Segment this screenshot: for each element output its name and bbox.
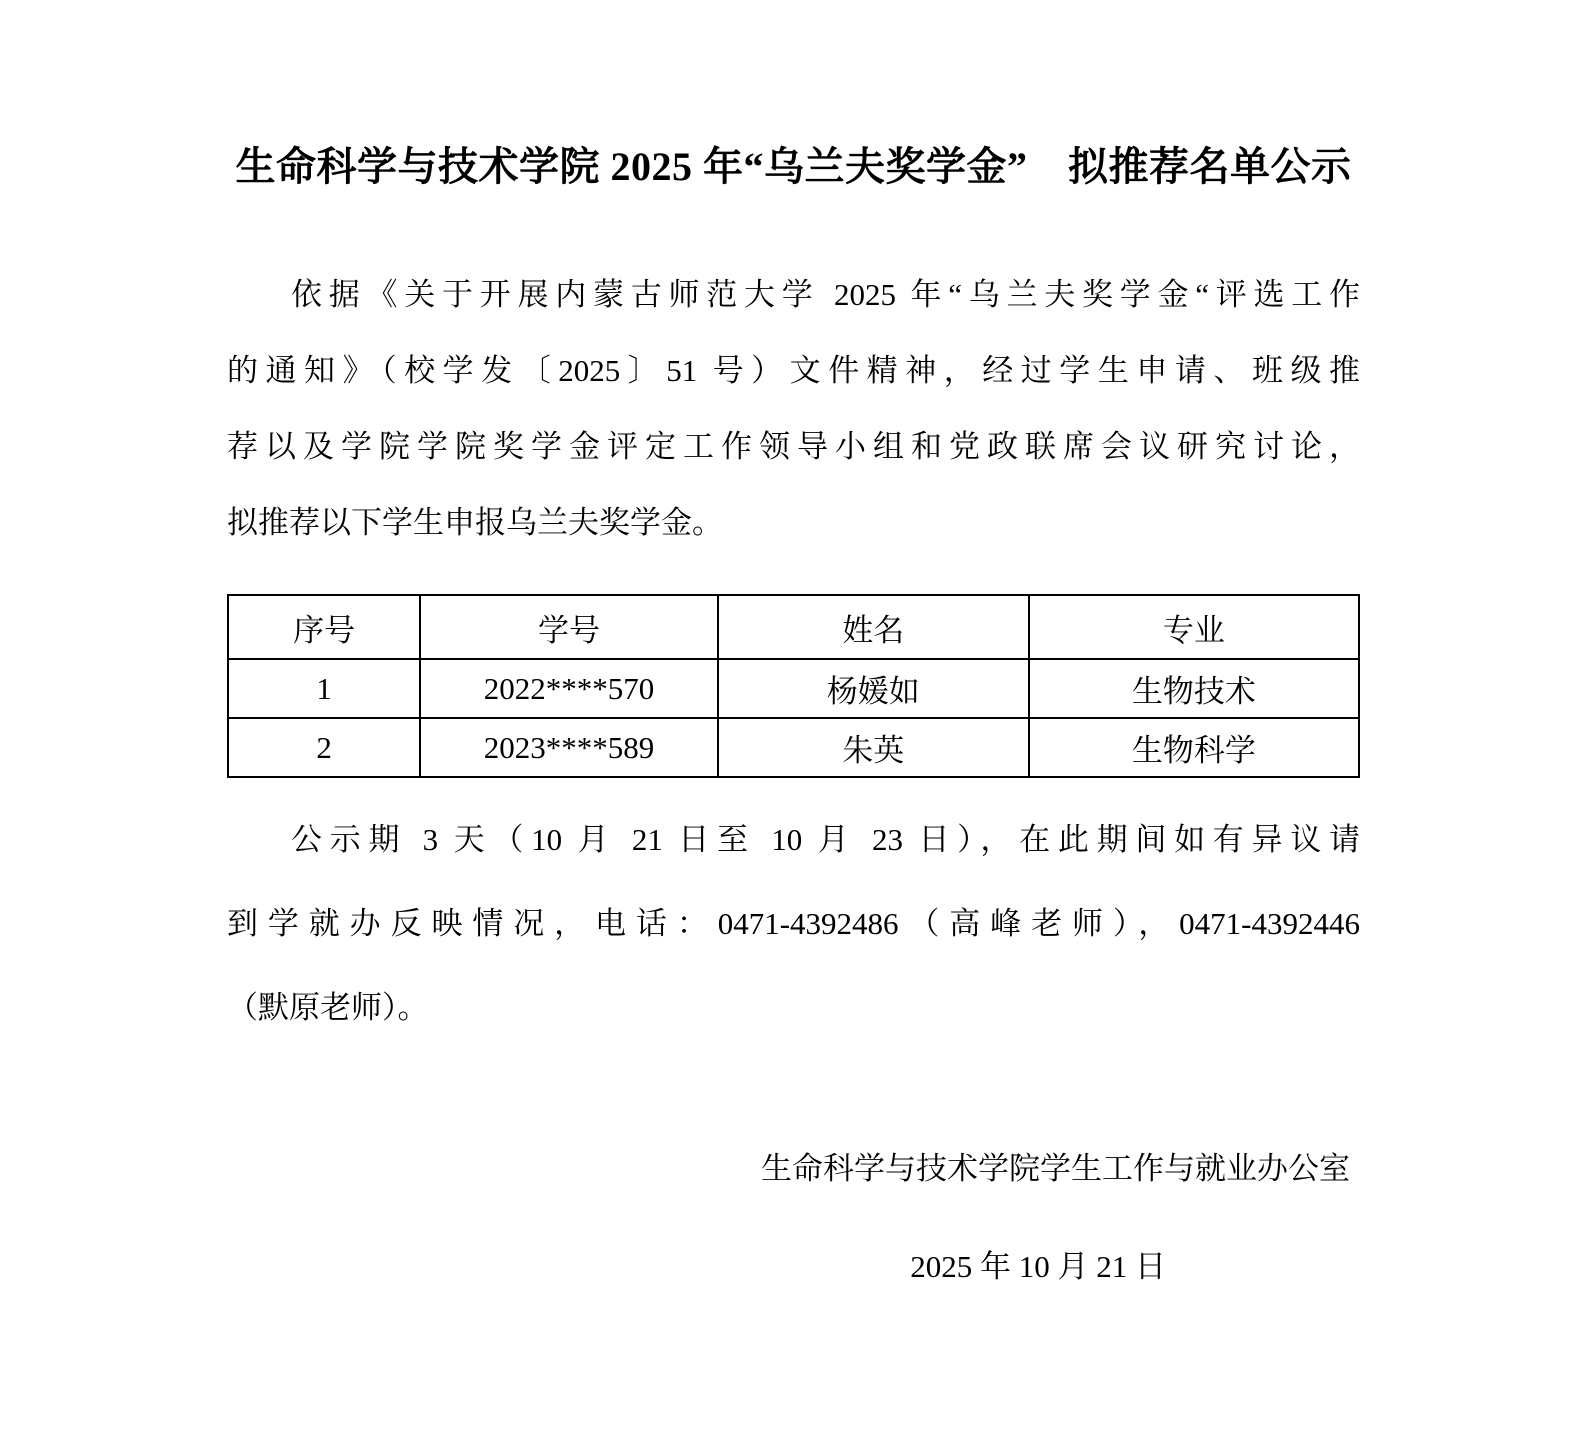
cell-major: 生物技术 — [1029, 659, 1359, 718]
signature-block — [227, 1148, 1360, 1288]
table-row — [228, 718, 1359, 777]
cell-major: 生物科学 — [1029, 718, 1359, 777]
notice-paragraph — [227, 798, 1360, 1050]
header-index: 序号 — [228, 595, 420, 659]
page-title: 生命科学与技术学院 2025 年“乌兰夫奖学金” 拟推荐名单公示 — [235, 144, 1352, 189]
table-row — [228, 659, 1359, 718]
intro-line-4: 拟推荐以下学生申报乌兰夫奖学金。 — [227, 505, 723, 540]
header-student-id: 学号 — [420, 595, 717, 659]
intro-line-3: 荐以及学院学院奖学金评定工作领导小组和党政联席会议研究讨论， — [227, 429, 1360, 464]
intro-line-1: 依据《关于开展内蒙古师范大学 2025 年“乌兰夫奖学金“评选工作 — [291, 277, 1360, 312]
header-name: 姓名 — [718, 595, 1029, 659]
cell-student-id: 2022****570 — [420, 659, 717, 718]
signature-date: 2025 年 10 月 21 日 — [910, 1249, 1166, 1284]
intro-paragraph — [227, 257, 1360, 561]
cell-index: 2 — [228, 718, 420, 777]
cell-student-id: 2023****589 — [420, 718, 717, 777]
table-header-row — [228, 595, 1359, 659]
cell-index: 1 — [228, 659, 420, 718]
cell-name: 朱英 — [718, 718, 1029, 777]
header-major: 专业 — [1029, 595, 1359, 659]
notice-line-2: 到学就办反映情况，电话：0471-4392486（高峰老师），0471-4392446 — [227, 906, 1360, 941]
signature-office: 生命科学与技术学院学生工作与就业办公室 — [761, 1151, 1350, 1186]
intro-line-2: 的通知》（校学发〔2025〕51 号）文件精神，经过学生申请、班级推 — [227, 353, 1360, 388]
notice-line-1: 公示期 3 天（10 月 21 日至 10 月 23 日），在此期间如有异议请 — [291, 822, 1360, 857]
notice-line-3: （默原老师）。 — [227, 990, 429, 1025]
cell-name: 杨媛如 — [718, 659, 1029, 718]
recommendation-table — [227, 594, 1360, 778]
